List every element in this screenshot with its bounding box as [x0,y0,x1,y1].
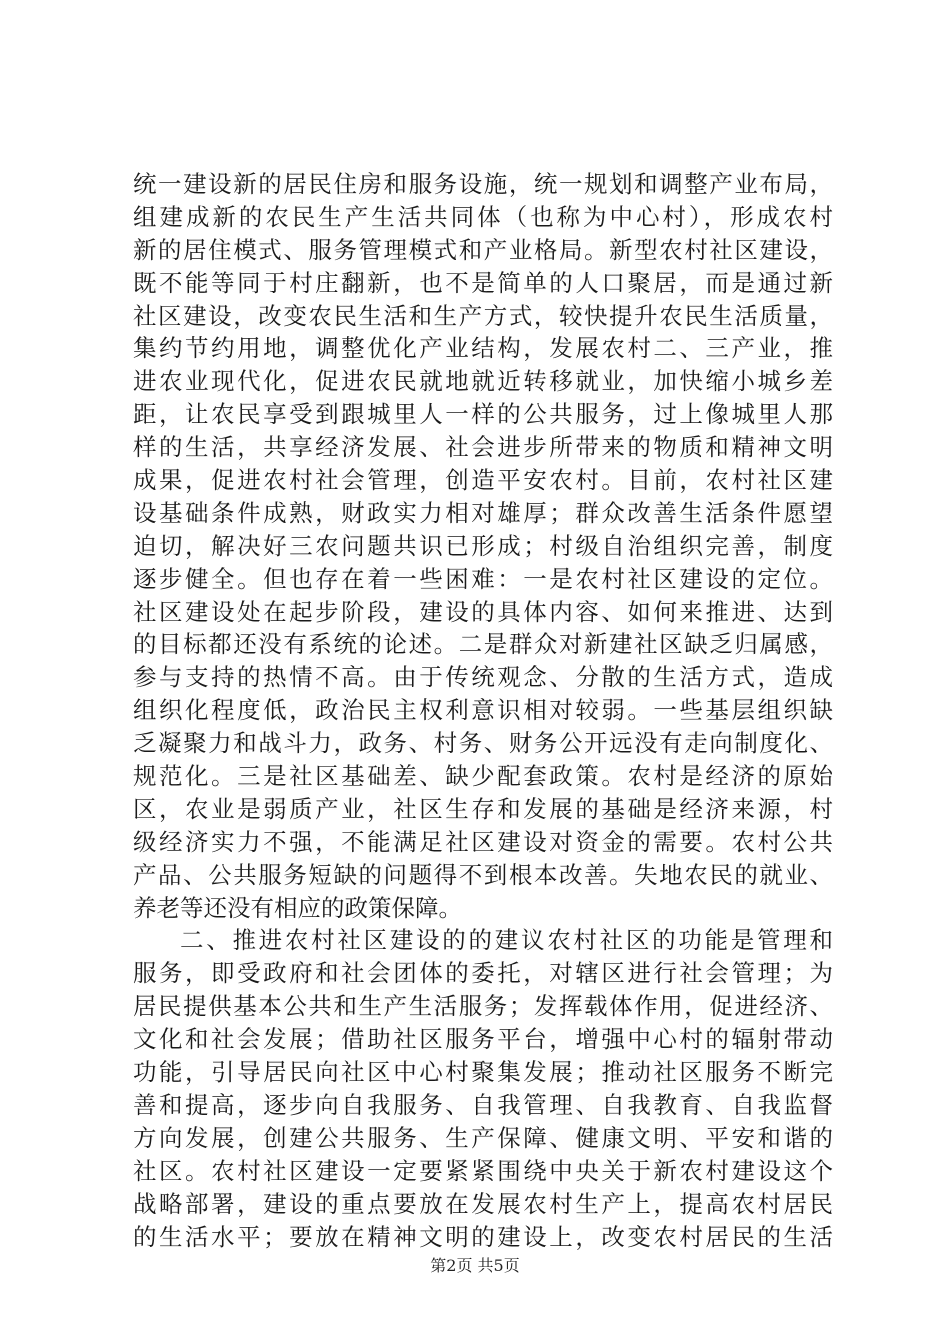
text-line: 二、推进农村社区建设的的建议农村社区的功能是管理和 [180,926,833,955]
text-line: 迫切，解决好三农问题共识已形成；村级自治组织完善，制度 [133,531,833,560]
text-line: 产品、公共服务短缺的问题得不到根本改善。失地农民的就业、 [133,860,833,889]
text-line: 文化和社会发展；借助社区服务平台，增强中心村的辐射带动 [133,1025,833,1054]
text-line: 设基础条件成熟，财政实力相对雄厚；群众改善生活条件愿望 [133,498,833,527]
page-footer: 第2页 共5页 [430,1256,520,1275]
text-line: 服务，即受政府和社会团体的委托，对辖区进行社会管理；为 [133,959,833,988]
text-line: 社区建设，改变农民生活和生产方式，较快提升农民生活质量， [133,301,833,330]
text-line: 区，农业是弱质产业，社区生存和发展的基础是经济来源，村 [133,794,833,823]
text-line: 善和提高，逐步向自我服务、自我管理、自我教育、自我监督 [133,1090,833,1119]
text-line: 进农业现代化，促进农民就地就近转移就业，加快缩小城乡差 [133,367,833,396]
text-line: 乏凝聚力和战斗力，政务、村务、财务公开远没有走向制度化、 [133,729,833,758]
text-line: 社区建设处在起步阶段，建设的具体内容、如何来推进、达到 [133,597,833,626]
text-line: 的目标都还没有系统的论述。二是群众对新建社区缺乏归属感， [133,630,833,659]
text-line: 社区。农村社区建设一定要紧紧围绕中央关于新农村建设这个 [133,1156,833,1185]
text-line: 逐步健全。但也存在着一些困难：一是农村社区建设的定位。 [133,564,833,593]
text-line: 养老等还没有相应的政策保障。 [133,893,462,922]
text-line: 方向发展，创建公共服务、生产保障、健康文明、平安和谐的 [133,1123,833,1152]
text-line: 集约节约用地，调整优化产业结构，发展农村二、三产业，推 [133,334,833,363]
text-line: 新的居住模式、服务管理模式和产业格局。新型农村社区建设， [133,235,833,264]
text-line: 样的生活，共享经济发展、社会进步所带来的物质和精神文明 [133,433,833,462]
text-line: 组织化程度低，政治民主权利意识相对较弱。一些基层组织缺 [133,696,833,725]
text-line: 成果，促进农村社会管理，创造平安农村。目前，农村社区建 [133,466,833,495]
text-line: 参与支持的热情不高。由于传统观念、分散的生活方式，造成 [133,663,833,692]
text-line: 功能，引导居民向社区中心村聚集发展；推动社区服务不断完 [133,1058,833,1087]
text-line: 战略部署，建设的重点要放在发展农村生产上，提高农村居民 [133,1189,833,1218]
document-body [133,168,833,1253]
text-line: 组建成新的农民生产生活共同体（也称为中心村），形成农村 [133,202,833,231]
text-line: 统一建设新的居民住房和服务设施，统一规划和调整产业布局， [133,170,833,198]
text-line: 的生活水平；要放在精神文明的建设上，改变农村居民的生活 [133,1222,833,1251]
text-line: 距，让农民享受到跟城里人一样的公共服务，过上像城里人那 [133,400,833,429]
text-line: 居民提供基本公共和生产生活服务；发挥载体作用，促进经济、 [133,992,833,1021]
text-line: 级经济实力不强，不能满足社区建设对资金的需要。农村公共 [133,827,833,856]
text-line: 规范化。三是社区基础差、缺少配套政策。农村是经济的原始 [133,762,833,791]
text-line: 既不能等同于村庄翻新，也不是简单的人口聚居，而是通过新 [133,268,833,297]
